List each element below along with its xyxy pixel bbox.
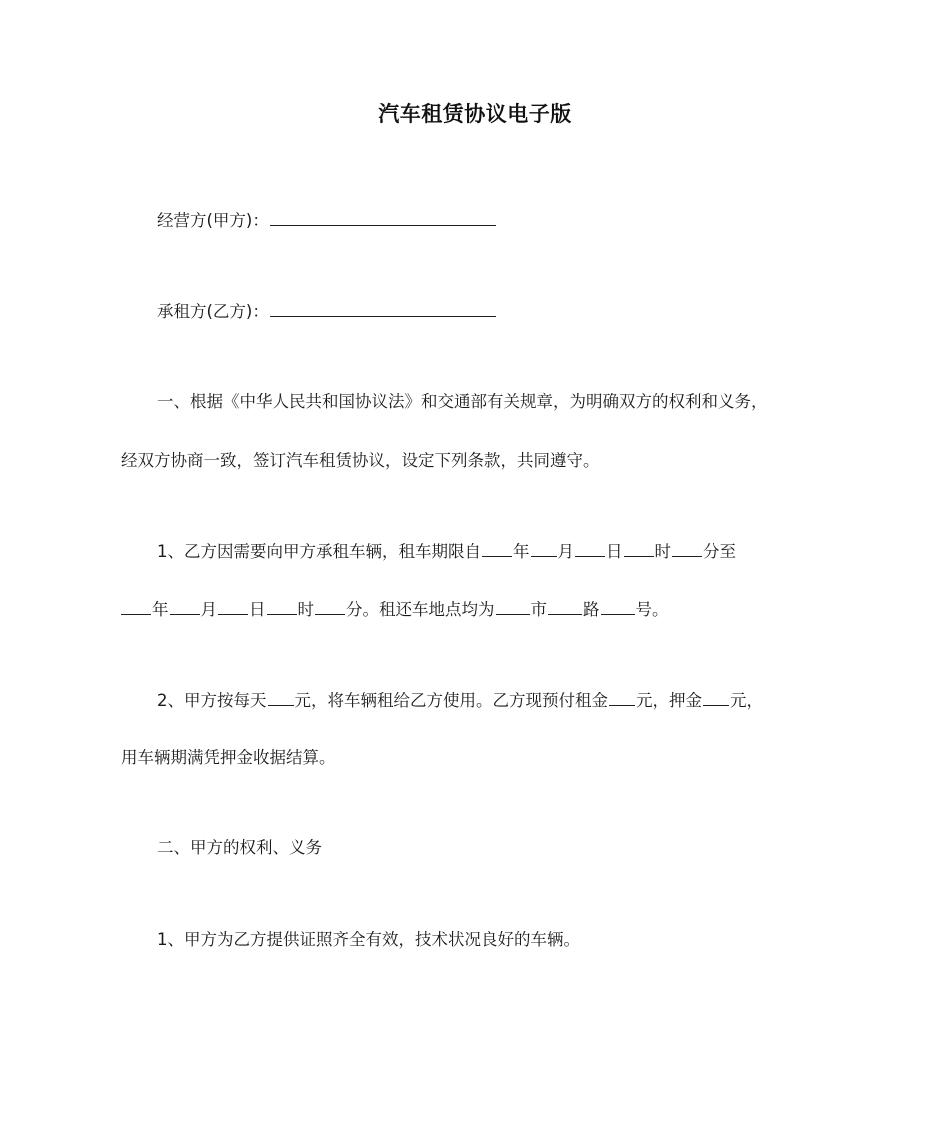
clause1-road: 路 <box>583 600 600 619</box>
blank <box>531 539 557 557</box>
blank <box>672 539 702 557</box>
clause2-line2: 用车辆期满凭押金收据结算。 <box>121 748 336 767</box>
clause1-minute-to: 分至 <box>703 542 736 561</box>
clause1-hour: 时 <box>297 600 314 619</box>
blank <box>601 597 635 615</box>
blank <box>482 539 512 557</box>
clause2-prefix: 2、甲方按每天 <box>157 691 267 710</box>
blank <box>703 688 729 706</box>
clause1-month: 月 <box>557 542 574 561</box>
clause1-minute-end: 分。租还车地点均为 <box>346 600 495 619</box>
section2-clause1: 1、甲方为乙方提供证照齐全有效，技术状况良好的车辆。 <box>157 930 580 949</box>
blank <box>548 597 582 615</box>
clause1-number: 号。 <box>635 600 669 619</box>
party-a-blank <box>270 208 496 226</box>
clause1-year: 年 <box>152 600 169 619</box>
blank <box>609 688 635 706</box>
party-a-line <box>121 208 877 233</box>
blank <box>575 539 605 557</box>
clause1-month: 月 <box>200 600 217 619</box>
blank <box>121 597 151 615</box>
clause1-prefix: 1、乙方因需要向甲方承租车辆，租车期限自 <box>157 542 481 561</box>
clause2-suffix: 元， <box>730 691 763 710</box>
clause1-city: 市 <box>530 600 547 619</box>
blank <box>268 688 294 706</box>
document-title: 汽车租赁协议电子版 <box>378 102 572 126</box>
section1-line1: 一、根据《中华人民共和国协议法》和交通部有关规章，为明确双方的权利和义务， <box>157 392 768 411</box>
clause1-line2 <box>121 597 841 622</box>
clause2-mid1: 元，将车辆租给乙方使用。乙方现预付租金 <box>294 691 608 710</box>
clause1-day: 日 <box>606 542 623 561</box>
party-a-label: 经营方(甲方)： <box>157 211 269 230</box>
blank <box>496 597 530 615</box>
party-b-label: 承租方(乙方)： <box>157 302 269 321</box>
section1-line2: 经双方协商一致，签订汽车租赁协议，设定下列条款，共同遵守。 <box>121 451 600 470</box>
clause2-line1 <box>121 688 877 713</box>
party-b-blank <box>270 299 496 317</box>
section2-heading: 二、甲方的权利、义务 <box>157 838 322 857</box>
clause1-year: 年 <box>513 542 530 561</box>
clause1-line1 <box>121 539 877 564</box>
blank <box>170 597 200 615</box>
blank <box>267 597 297 615</box>
clause2-mid2: 元，押金 <box>636 691 702 710</box>
clause1-hour: 时 <box>654 542 671 561</box>
party-b-line <box>121 299 877 324</box>
blank <box>315 597 345 615</box>
clause1-day: 日 <box>249 600 266 619</box>
blank <box>624 539 654 557</box>
blank <box>218 597 248 615</box>
